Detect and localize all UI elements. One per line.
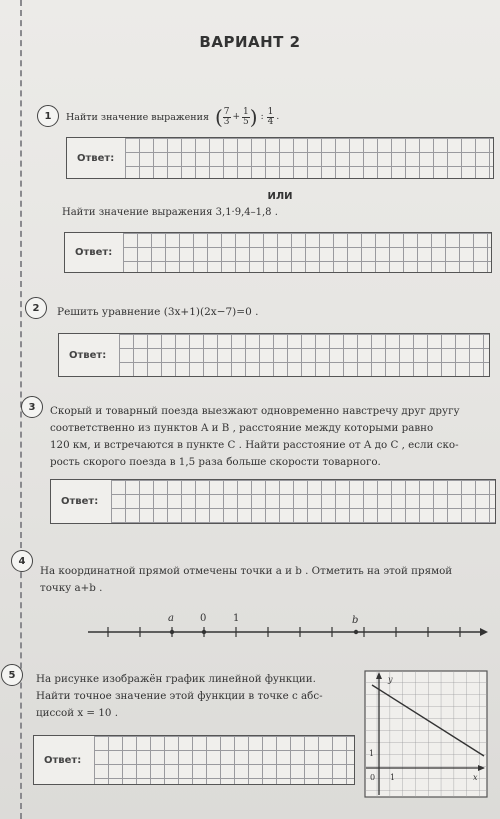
x-tick-label: 1 bbox=[390, 773, 396, 782]
answer-label: Ответ: bbox=[34, 736, 94, 784]
task-5-number bbox=[1, 664, 23, 686]
plus-sign: + bbox=[232, 111, 241, 122]
task-2-number bbox=[25, 297, 47, 319]
task-1-number bbox=[37, 105, 59, 127]
fraction-2-den: 5 bbox=[243, 116, 249, 127]
task-3-line-4: рость скорого поезда в 1,5 раза больше скорости товарного. bbox=[50, 456, 381, 468]
task-2-number-text: 2 bbox=[32, 302, 40, 314]
page-title: ВАРИАНТ 2 bbox=[199, 33, 301, 51]
fraction-1-num: 7 bbox=[223, 106, 230, 117]
answer-label: Ответ: bbox=[51, 480, 111, 523]
task-4-number-text: 4 bbox=[18, 555, 26, 567]
task-3-number bbox=[21, 396, 43, 418]
task-1-alt-answer-box[interactable] bbox=[64, 232, 492, 273]
label-one: 1 bbox=[233, 613, 240, 624]
point-a bbox=[170, 630, 174, 634]
x-label: x bbox=[473, 773, 478, 782]
label-zero: 0 bbox=[200, 613, 207, 624]
axis-arrow bbox=[480, 628, 488, 636]
fraction-3-den: 4 bbox=[267, 116, 274, 127]
answer-grid[interactable] bbox=[94, 736, 354, 784]
div-sign: : bbox=[260, 111, 264, 122]
task-3-answer-box[interactable] bbox=[50, 479, 496, 524]
task-2-answer-box[interactable] bbox=[58, 333, 490, 377]
task-2-text: Решить уравнение (3x+1)(2x−7)=0 . bbox=[57, 306, 259, 318]
task-1-answer-box[interactable] bbox=[66, 137, 494, 179]
fraction-2-num: 1 bbox=[243, 106, 249, 117]
task-4-text bbox=[40, 563, 452, 597]
task-1-number-text: 1 bbox=[44, 110, 52, 122]
fraction-3 bbox=[267, 108, 275, 127]
coordinate-line bbox=[80, 608, 490, 650]
label-b: b bbox=[352, 615, 359, 626]
point-zero bbox=[202, 630, 206, 634]
origin-label: 0 bbox=[370, 773, 376, 782]
task-3-line-2: соответственно из пунктов A и B , расстояние между которыми равно bbox=[50, 422, 434, 434]
task-1-expression bbox=[214, 105, 280, 129]
point-b bbox=[354, 630, 358, 634]
task-1-text bbox=[66, 105, 280, 129]
task-3-line-3: 120 км, и встречаются в пункте C . Найти расстояние от A до C , если ско- bbox=[50, 439, 459, 451]
fraction-3-num: 1 bbox=[267, 106, 274, 117]
task-3-text bbox=[50, 403, 460, 471]
fraction-1-den: 3 bbox=[223, 116, 230, 127]
fraction-1 bbox=[223, 108, 231, 127]
answer-grid[interactable] bbox=[123, 233, 491, 272]
task-4-line-1: На координатной прямой отмечены точки a и b . Отметить на этой прямой bbox=[40, 565, 453, 577]
fraction-2 bbox=[242, 108, 250, 127]
y-label: y bbox=[388, 675, 393, 684]
answer-label: Ответ: bbox=[59, 334, 119, 376]
task-1-prefix: Найти значение выражения bbox=[66, 111, 209, 123]
graph-grid bbox=[365, 671, 487, 797]
answer-grid[interactable] bbox=[119, 334, 489, 376]
task-5-line-2: Найти точное значение этой функции в точке с абс- bbox=[36, 690, 323, 702]
task-4-number bbox=[11, 550, 33, 572]
task-1-alt-text: Найти значение выражения 3,1·9,4–1,8 . bbox=[62, 207, 278, 218]
linear-function-graph bbox=[364, 670, 488, 798]
answer-grid[interactable] bbox=[125, 138, 493, 178]
paren-close: ) bbox=[249, 105, 258, 129]
paren-open: ( bbox=[214, 105, 223, 129]
task-5-answer-box[interactable] bbox=[33, 735, 355, 785]
answer-label: Ответ: bbox=[67, 138, 125, 178]
answer-label: Ответ: bbox=[65, 233, 123, 272]
task-5-text bbox=[36, 671, 323, 722]
task-3-line-1: Скорый и товарный поезда выезжают одновременно навстречу друг другу bbox=[50, 405, 460, 417]
period: . bbox=[276, 111, 280, 122]
or-label: ИЛИ bbox=[267, 191, 293, 202]
answer-grid[interactable] bbox=[111, 480, 495, 523]
task-5-number-text: 5 bbox=[8, 669, 16, 681]
label-a: a bbox=[168, 613, 174, 624]
task-3-number-text: 3 bbox=[28, 401, 36, 413]
task-4-line-2: точку a+b . bbox=[40, 582, 103, 594]
y-tick-label: 1 bbox=[369, 749, 375, 758]
task-5-line-3: циссой x = 10 . bbox=[36, 707, 118, 719]
task-5-line-1: На рисунке изображён график линейной функции. bbox=[36, 673, 316, 685]
